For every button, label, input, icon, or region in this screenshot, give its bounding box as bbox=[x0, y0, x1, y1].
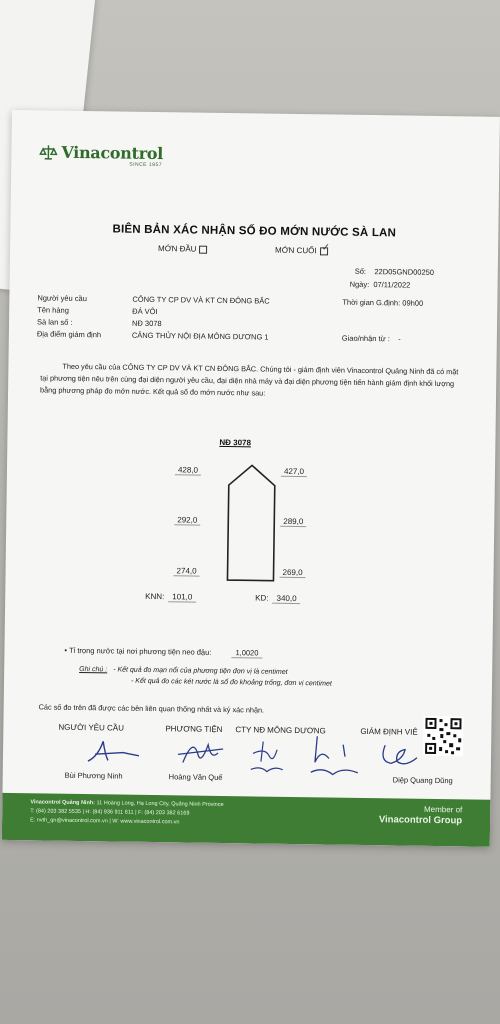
note-line-1: - Kết quả đo mạn nổi của phương tiện đơn vị là centimet bbox=[113, 666, 288, 676]
date-label: Ngày: bbox=[349, 279, 370, 290]
sig-name-vessel: Hoàng Văn Quế bbox=[168, 772, 223, 783]
field-barge bbox=[37, 317, 162, 328]
draft-left-bottom: 274,0 bbox=[174, 566, 200, 576]
field-label: Tên hàng bbox=[37, 305, 69, 315]
draft-diagram bbox=[145, 437, 357, 620]
notes bbox=[79, 664, 332, 690]
time-label: Thời gian G.định: bbox=[342, 297, 401, 308]
footer-member bbox=[379, 804, 463, 826]
kd-value: 340,0 bbox=[272, 594, 300, 604]
footer-address-line bbox=[30, 799, 223, 808]
field-label: Sà lan số : bbox=[36, 317, 73, 327]
kd-label: KD: bbox=[255, 593, 269, 603]
footer-office: Vinacontrol Quảng Ninh: bbox=[30, 799, 96, 807]
draft-right-mid: 289,0 bbox=[280, 517, 306, 527]
knn bbox=[145, 592, 196, 603]
barge-outline-icon bbox=[225, 463, 277, 582]
field-value: NĐ 3078 bbox=[131, 318, 162, 329]
signature-vessel bbox=[173, 734, 233, 771]
member-group: Vinacontrol Group bbox=[378, 814, 463, 827]
inspection-time bbox=[342, 298, 423, 308]
draft-start-check bbox=[158, 244, 208, 254]
field-requester bbox=[37, 293, 270, 305]
intro-paragraph: Theo yêu cầu của CÔNG TY CP DV VÀ KT CN ĐÔNG BẮC. Chúng tôi - giám định viên Vinacontrol Quảng Ninh đã có mặt tại phương tiện nêu trên cùng đại diện người yêu cầu, đại diện nhà máy và đại diện phương tiện tiến hành giám định khối lượng bằng phương pháp đo mớn nước. Kết quả số đo mớn nước như sau: bbox=[40, 361, 459, 398]
sig-title-vessel: PHƯƠNG TIỆN bbox=[165, 724, 223, 734]
footer-contact: E: nvth_qn@vinacontrol.com.vn | W: www.vinacontrol.com.vn bbox=[30, 817, 180, 826]
draft-end-label: MỚN CUỐI bbox=[275, 245, 317, 256]
field-label: Người yêu cầu bbox=[37, 293, 87, 304]
kd bbox=[255, 593, 301, 604]
draft-right-bottom: 269,0 bbox=[279, 568, 305, 578]
field-value: CẢNG THỦY NỘI ĐỊA MÔNG DƯƠNG 1 bbox=[131, 330, 269, 342]
draft-left-top: 428,0 bbox=[175, 465, 201, 475]
number-value: 22D05GND00250 bbox=[374, 267, 435, 277]
sig-name-requester: Bùi Phương Ninh bbox=[64, 770, 123, 781]
sig-title-company: CTY NĐ MÔNG DƯƠNG bbox=[235, 725, 326, 736]
checked-checkbox-icon: ✓ bbox=[320, 247, 328, 255]
signature-company-1 bbox=[243, 735, 304, 776]
vessel-name: NĐ 3078 bbox=[219, 437, 252, 448]
notes-heading: Ghi chú : bbox=[79, 665, 108, 674]
document-page bbox=[2, 110, 500, 847]
field-value: CÔNG TY CP DV VÀ KT CN ĐÔNG BẮC bbox=[132, 294, 270, 306]
field-cargo bbox=[37, 305, 158, 316]
signature-inspector bbox=[375, 737, 425, 772]
density-label: • Tỉ trọng nước tại nơi phương tiện neo đậu: bbox=[64, 645, 212, 657]
handover bbox=[342, 334, 401, 344]
water-density bbox=[64, 646, 262, 659]
qr-code-icon bbox=[423, 716, 464, 757]
doc-number bbox=[355, 267, 434, 277]
confirmation-text: Các số đo trên đã được các bên liên quan thống nhất và ký xác nhận. bbox=[38, 702, 265, 715]
handover-value: - bbox=[398, 334, 401, 344]
field-value: ĐÁ VÔI bbox=[132, 306, 158, 317]
note-line-2: - Kết quả đo các két nước là số đo khoảng trống, đơn vị centimet bbox=[130, 677, 332, 688]
footer-address: 11 Hoàng Long, Hạ Long City, Quảng Ninh Province bbox=[96, 800, 224, 809]
brand-name: Vinacontrol bbox=[61, 142, 164, 164]
signature-requester bbox=[83, 736, 143, 769]
footer-bar bbox=[2, 793, 491, 847]
empty-checkbox-icon bbox=[199, 245, 207, 253]
time-value: 09h00 bbox=[402, 298, 424, 308]
sig-title-inspector: GIÁM ĐỊNH VIÊ bbox=[360, 726, 418, 737]
draft-right-top: 427,0 bbox=[281, 467, 307, 477]
signature-company-2 bbox=[303, 732, 374, 781]
draft-left-mid: 292,0 bbox=[174, 515, 200, 525]
document-title: BIÊN BẢN XÁC NHẬN SỐ ĐO MỚN NƯỚC SÀ LAN bbox=[112, 223, 397, 240]
brand-since: SINCE 1957 bbox=[129, 161, 163, 169]
doc-date bbox=[350, 280, 411, 290]
vinacontrol-logo bbox=[39, 142, 164, 169]
number-label: Số: bbox=[354, 266, 367, 276]
field-location bbox=[37, 329, 269, 341]
knn-label: KNN: bbox=[145, 591, 165, 602]
sig-name-inspector: Diệp Quang Dũng bbox=[392, 775, 453, 786]
scale-logo-icon bbox=[39, 143, 57, 161]
knn-value: 101,0 bbox=[168, 592, 196, 602]
density-value: 1,0020 bbox=[231, 648, 262, 658]
member-label: Member of bbox=[423, 804, 463, 815]
footer-phones: T: (84) 203 382 5535 | H: (84) 936 911 611 | F: (84) 203 382 6169 bbox=[30, 808, 190, 817]
sig-title-requester: NGƯỜI YÊU CẦU bbox=[58, 722, 125, 733]
date-value: 07/11/2022 bbox=[373, 280, 411, 290]
handover-label: Giao/nhận từ : bbox=[341, 333, 390, 344]
draft-end-check bbox=[275, 241, 331, 256]
draft-start-label: MỚN ĐẦU bbox=[158, 244, 197, 254]
field-label: Địa điểm giám định bbox=[36, 329, 102, 340]
